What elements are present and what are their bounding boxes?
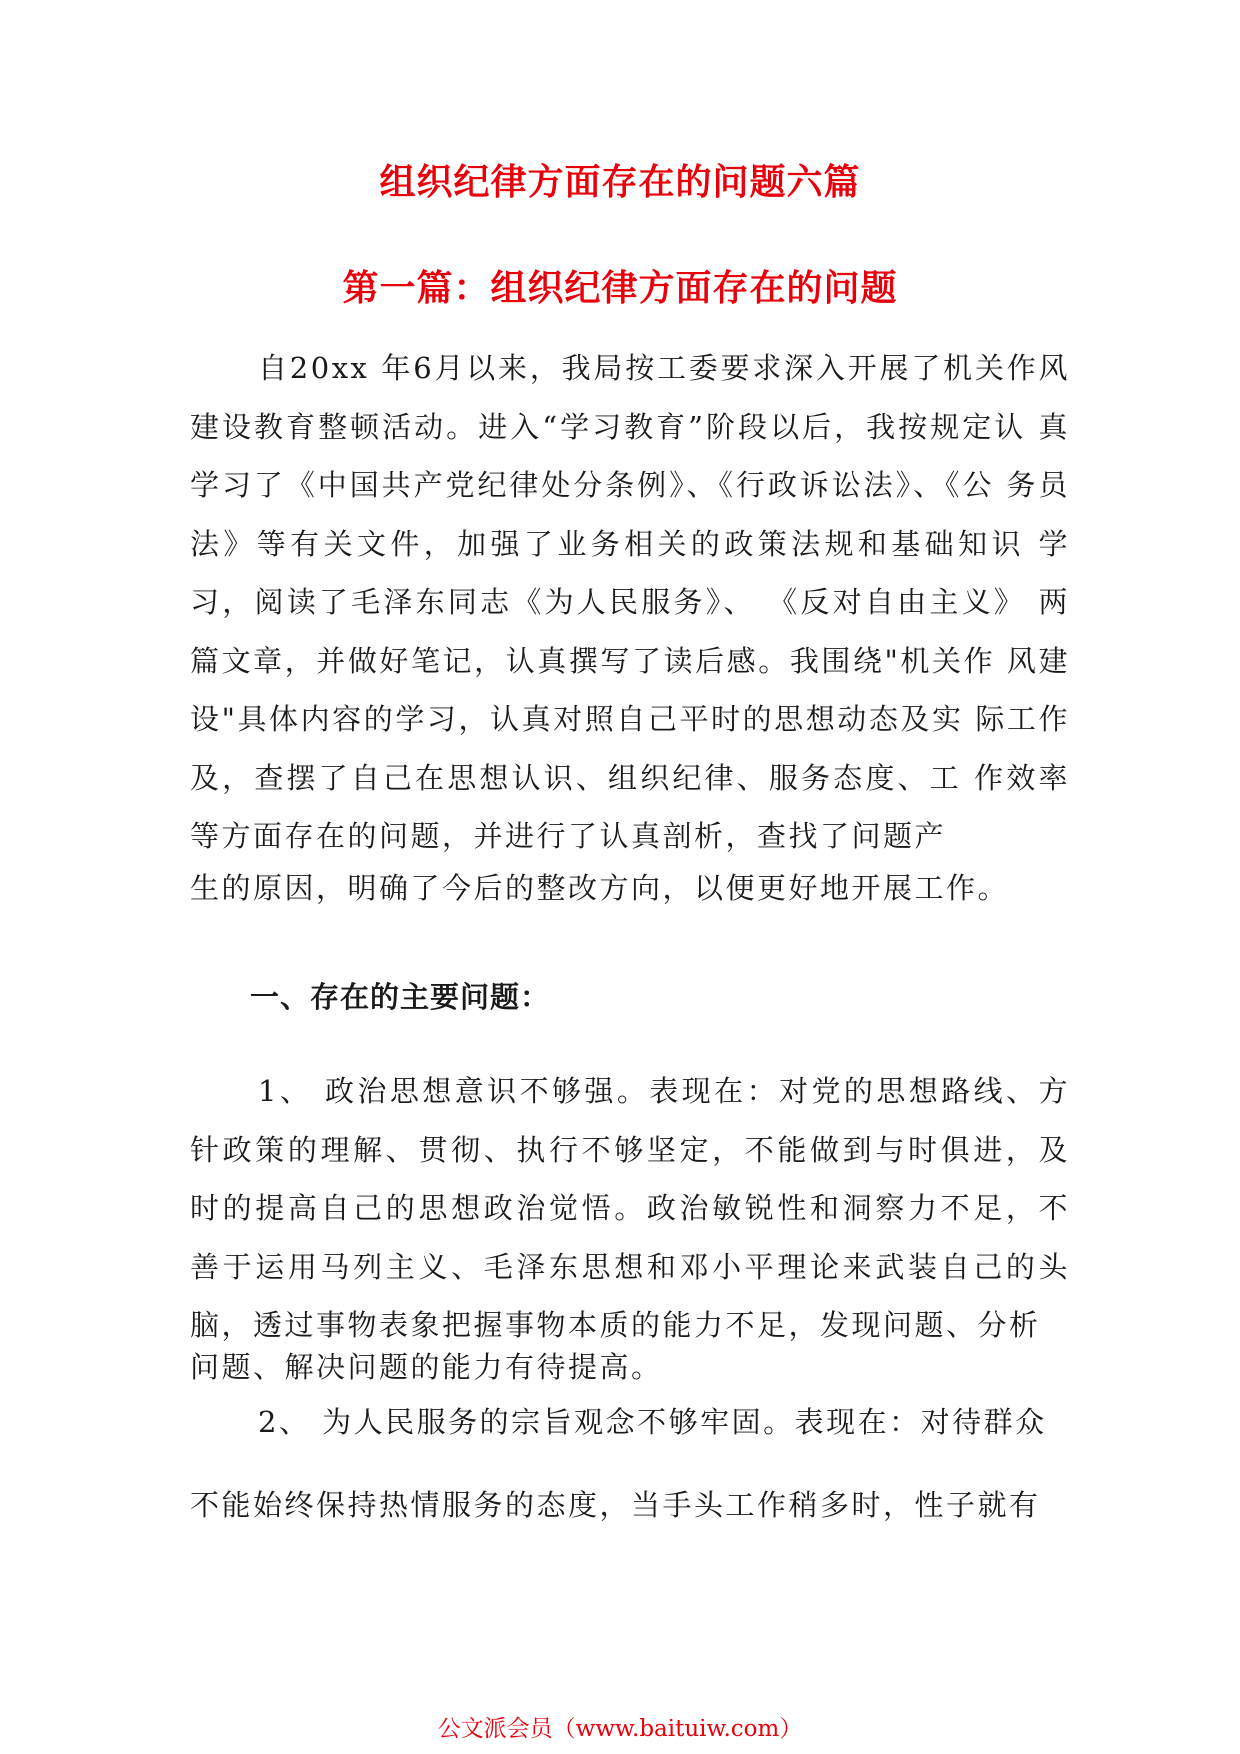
intro-paragraph: 自20xx 年6月以来，我局按工委要求深入开展了机关作风 建设教育整顿活动。进入“学习教育”阶段以后，我按规定认 真学习了《中国共产党纪律处分条例》、《行政诉讼法》、《公 务员法》等有关文件，加强了业务相关的政策法规和基础知识 学习，阅读了毛泽东同志《为人民服务》、 《反对自由主义》 两篇文章，并做好笔记，认真撰写了读后感。我围绕"机关作 风建设"具体内容的学习，认真对照自己平时的思想动态及实 际工作及，查摆了自己在思想认识、组织纪律、服务态度、工 作效率等方面存在的问题，并进行了认真剖析，查找了问题产 (190, 351, 1070, 853)
section-title: 第一篇：组织纪律方面存在的问题 (342, 268, 898, 309)
list-item-service-concept: 2、 为人民服务的宗旨观念不够牢固。表现在：对待群众 (258, 1405, 1047, 1439)
list-item-political-awareness: 1、 政治思想意识不够强。表现在：对党的思想路线、方针政策的理解、贯彻、执行不够坚定，不能做到与时俱进，及时的提高自己的思想政治觉悟。政治敏锐性和洞察力不足，不善于运用马列主义、毛泽东思想和邓小平理论来武装自己的头脑，透过事物表象把握事物本质的能力不足，发现问题、分析 (190, 1074, 1070, 1342)
list-item-political-awareness-end: 问题、解决问题的能力有待提高。 (190, 1350, 663, 1384)
footer-watermark: 公文派会员（www.baituiw.com） (437, 1716, 803, 1742)
section-heading-main-problems: 一、存在的主要问题： (250, 980, 551, 1014)
intro-paragraph-continuation: 生的原因，明确了今后的整改方向，以便更好地开展工作。 (190, 871, 1010, 905)
document-title: 组织纪律方面存在的问题六篇 (379, 162, 861, 203)
list-item-service-concept-continuation: 不能始终保持热情服务的态度，当手头工作稍多时，性子就有 (190, 1488, 1041, 1522)
